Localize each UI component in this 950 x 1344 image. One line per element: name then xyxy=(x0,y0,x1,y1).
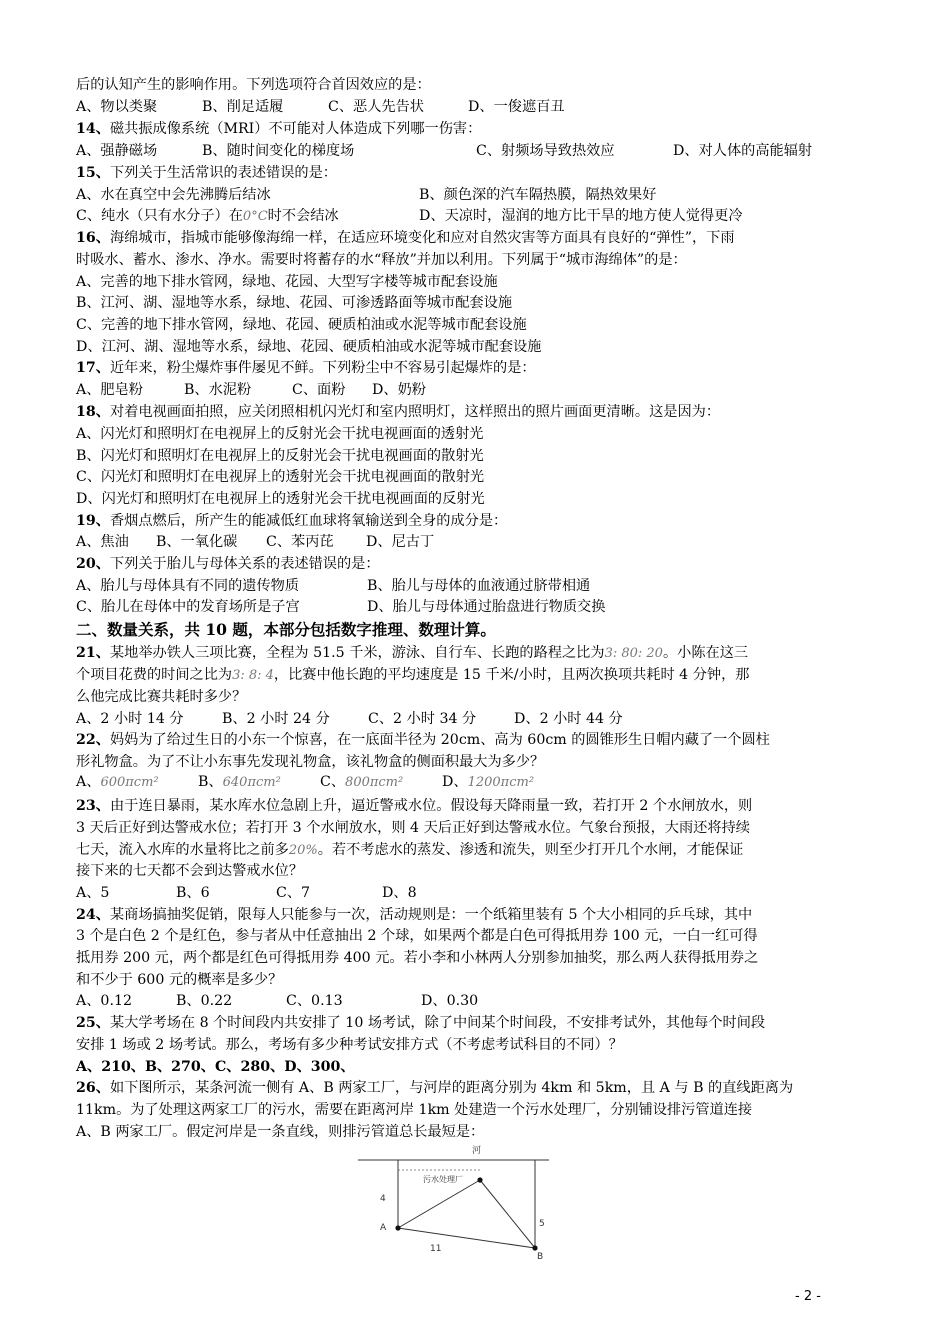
plant-point xyxy=(477,1177,482,1182)
q18-option-b: B、闪光灯和照明灯在电视屏上的反射光会干扰电视画面的散射光 xyxy=(76,448,484,464)
q15-stem xyxy=(76,163,337,183)
q23-options xyxy=(76,883,417,903)
q21-options xyxy=(76,709,623,729)
q18-stem xyxy=(76,402,720,422)
q13-options xyxy=(76,97,565,117)
option: B、水泥粉 xyxy=(184,382,252,398)
option: D、2 小时 44 分 xyxy=(514,711,623,727)
q21-stem-3: 么他完成比赛共耗时多少？ xyxy=(76,689,247,705)
option: A、强静磁场 xyxy=(76,143,158,159)
q24-stem-4: 和不少于 600 元的概率是多少？ xyxy=(76,972,283,988)
q19-options xyxy=(76,532,434,552)
option: D、一俊遮百丑 xyxy=(468,99,565,115)
question-number: 22、 xyxy=(76,732,110,748)
q14-options xyxy=(76,141,812,161)
option: C、面粉 xyxy=(292,382,346,398)
option: B、颜色深的汽车隔热膜，隔热效果好 xyxy=(419,187,657,203)
option: B、随时间变化的梯度场 xyxy=(202,143,355,159)
question-number: 23、 xyxy=(76,798,110,814)
q24-stem-3: 抵用券 200 元，两个都是红色可得抵用券 400 元。若小李和小林两人分别参加抽奖，那么两人获得抵用券之 xyxy=(76,950,759,966)
q22-stem xyxy=(76,730,770,750)
q14-stem xyxy=(76,119,481,139)
q23-stem-4: 接下来的七天都不会到达警戒水位？ xyxy=(76,863,304,879)
question-text: 。若不考虑水的蒸发、渗透和流失，则至少打开几个水闸，才能保证 xyxy=(317,842,744,858)
q13-stem-tail: 后的认知产生的影响作用。下列选项符合首因效应的是： xyxy=(76,77,431,93)
option: B、6 xyxy=(176,885,210,901)
question-text: 下列关于生活常识的表述错误的是： xyxy=(109,165,337,181)
q20-stem xyxy=(76,554,380,574)
a-label: A xyxy=(380,1223,387,1233)
q22-stem-2: 形礼物盒。为了不让小东事先发现礼物盒，该礼物盒的侧面积最大为多少？ xyxy=(76,754,545,770)
question-number: 15、 xyxy=(76,165,110,181)
formula: 600πcm² xyxy=(100,775,159,790)
question-text: 如下图所示，某条河流一侧有 A、B 两家工厂，与河岸的距离分别为 4km 和 5km，且 A 与 B 的直线距离为 xyxy=(109,1080,794,1096)
option: D、尼古丁 xyxy=(366,534,435,550)
option: B、削足适履 xyxy=(202,99,284,115)
question-text: 七天，流入水库的水量将比之前多 xyxy=(76,842,289,858)
q26-stem-3: A、B 两家工厂。假定河岸是一条直线，则排污管道总长最短是： xyxy=(76,1124,485,1140)
question-number: 20、 xyxy=(76,556,110,572)
option: A、0.12 xyxy=(76,993,133,1009)
q23-stem-3 xyxy=(76,840,743,861)
question-number: 25、 xyxy=(76,1015,110,1031)
q18-option-d: D、闪光灯和照明灯在电视屏上的透射光会干扰电视画面的反射光 xyxy=(76,491,485,507)
question-text: 磁共振成像系统（MRI）不可能对人体造成下列哪一伤害： xyxy=(109,121,482,137)
q19-stem xyxy=(76,511,507,531)
option xyxy=(76,206,419,227)
q25-stem-2: 安排 1 场或 2 场考试。那么，考场有多少种考试安排方式（不考虑考试科目的不同）？ xyxy=(76,1037,623,1053)
option-letter: A、 xyxy=(76,774,101,790)
q16-stem xyxy=(76,228,735,248)
formula: 1200πcm² xyxy=(467,775,535,790)
question-text: 近年来，粉尘爆炸事件屡见不鲜。下列粉尘中不容易引起爆炸的是： xyxy=(109,360,536,376)
option-text: C、纯水（只有水分子）在 xyxy=(76,208,243,224)
option: A、胎儿与母体具有不同的遗传物质 xyxy=(76,578,300,594)
q20-options-cd xyxy=(76,597,605,617)
q24-stem xyxy=(76,905,752,925)
q16-stem-2: 时吸水、蓄水、渗水、净水。需要时将蓄存的水“释放”并加以利用。下列属于“城市海绵体”的是： xyxy=(76,252,687,268)
question-number: 26、 xyxy=(76,1080,110,1096)
q22-options xyxy=(76,772,534,793)
question-text: 对着电视画面拍照，应关闭照相机闪光灯和室内照明灯，这样照出的照片画面更清晰。这是因为： xyxy=(109,404,721,420)
option: B、胎儿与母体的血液通过脐带相通 xyxy=(367,578,591,594)
q23-stem xyxy=(76,796,752,816)
option: A、5 xyxy=(76,885,110,901)
q17-stem xyxy=(76,358,536,378)
option-letter: B、 xyxy=(198,774,223,790)
question-number: 24、 xyxy=(76,907,110,923)
q25-options: A、210、B、270、C、280、D、300、 xyxy=(76,1059,355,1075)
q26-stem-2: 11km。为了处理这两家工厂的污水，需要在距离河岸 1km 处建造一个污水处理厂，分别铺设排污管道连接 xyxy=(76,1102,753,1118)
option: C、胎儿在母体中的发育场所是子宫 xyxy=(76,599,300,615)
question-text: 个项目花费的时间之比为 xyxy=(76,667,233,683)
formula: 20% xyxy=(288,843,318,858)
point-b xyxy=(532,1245,537,1250)
option: C、恶人先告状 xyxy=(328,99,424,115)
q16-option-b: B、江河、湖、湿地等水系，绿地、花园、可渗透路面等城市配套设施 xyxy=(76,295,513,311)
question-number: 14、 xyxy=(76,121,110,137)
option: A、水在真空中会先沸腾后结冰 xyxy=(76,187,271,203)
formula: 0°C xyxy=(242,209,268,224)
dist-ab-label: 11 xyxy=(430,1244,442,1254)
q21-stem-2 xyxy=(76,665,749,686)
option xyxy=(442,772,534,793)
question-text: 某地举办铁人三项比赛，全程为 51.5 千米，游泳、自行车、长跑的路程之比为 xyxy=(109,645,605,661)
question-text: 。小陈在这三 xyxy=(662,645,749,661)
question-text: ，比赛中他长跑的平均速度是 15 千米/小时，且两次换项共耗时 4 分钟，那 xyxy=(273,667,750,683)
dist-b-label: 5 xyxy=(539,1219,545,1229)
question-text: 香烟点燃后，所产生的能减低红血球将氧输送到全身的成分是： xyxy=(109,513,508,529)
option xyxy=(320,772,442,793)
pipe-a xyxy=(398,1180,480,1228)
option-text: 时不会结冰 xyxy=(267,208,339,224)
ratio-formula: 3: 80: 20 xyxy=(604,646,663,661)
q18-option-c: C、闪光灯和照明灯在电视屏上的透射光会干扰电视画面的散射光 xyxy=(76,469,485,485)
option: C、苯丙芘 xyxy=(266,534,334,550)
river-label: 河 xyxy=(472,1146,482,1156)
option: A、物以类聚 xyxy=(76,99,158,115)
option: C、7 xyxy=(276,885,311,901)
option: D、0.30 xyxy=(421,993,479,1009)
option xyxy=(76,772,198,793)
q21-stem xyxy=(76,643,748,664)
plant-label: 污水处理厂 xyxy=(423,1175,463,1184)
question-number: 16、 xyxy=(76,230,110,246)
q24-stem-2: 3 个是白色 2 个是红色，参与者从中任意抽出 2 个球，如果两个都是白色可得抵用券 100 元，一白一红可得 xyxy=(76,928,758,944)
formula: 800πcm² xyxy=(345,775,404,790)
question-number: 17、 xyxy=(76,360,110,376)
line-ab xyxy=(398,1228,535,1248)
q16-option-a: A、完善的地下排水管网，绿地、花园、大型写字楼等城市配套设施 xyxy=(76,274,498,290)
option-letter: C、 xyxy=(320,774,346,790)
option: C、2 小时 34 分 xyxy=(368,711,477,727)
option: A、肥皂粉 xyxy=(76,382,143,398)
option: B、2 小时 24 分 xyxy=(222,711,330,727)
option: D、8 xyxy=(382,885,417,901)
option-letter: D、 xyxy=(442,774,468,790)
question-text: 海绵城市，指城市能够像海绵一样，在适应环境变化和应对自然灾害等方面具有良好的“弹性”，下雨 xyxy=(109,230,735,246)
option: A、2 小时 14 分 xyxy=(76,711,184,727)
option: D、对人体的高能辐射 xyxy=(673,143,813,159)
q24-options xyxy=(76,991,478,1011)
ratio-formula: 3: 8: 4 xyxy=(232,668,274,683)
question-number: 19、 xyxy=(76,513,110,529)
option: B、0.22 xyxy=(176,993,233,1009)
q16-option-d: D、江河、湖、湿地等水系，绿地、花园、硬质柏油或水泥等城市配套设施 xyxy=(76,339,542,355)
option xyxy=(198,772,320,793)
option: A、焦油 xyxy=(76,534,129,550)
dist-a-label: 4 xyxy=(380,1194,386,1204)
option: B、一氧化碳 xyxy=(156,534,238,550)
b-label: B xyxy=(537,1252,544,1260)
q25-stem xyxy=(76,1013,765,1033)
question-text: 由于连日暴雨，某水库水位急剧上升，逼近警戒水位。假设每天降雨量一致，若打开 2 个水闸放水，则 xyxy=(109,798,753,814)
formula: 640πcm² xyxy=(222,775,281,790)
option: C、射频场导致热效应 xyxy=(476,143,615,159)
question-text: 某商场搞抽奖促销，限每人只能参与一次，活动规则是：一个纸箱里装有 5 个大小相同的乒乓球，其中 xyxy=(109,907,753,923)
pipe-b xyxy=(480,1180,535,1248)
q17-options xyxy=(76,380,426,400)
question-number: 21、 xyxy=(76,645,110,661)
option: D、天凉时，湿润的地方比干旱的地方使人觉得更冷 xyxy=(419,208,743,224)
question-number: 18、 xyxy=(76,404,110,420)
q26-stem xyxy=(76,1078,793,1098)
option: D、奶粉 xyxy=(372,382,426,398)
page-number: - 2 - xyxy=(795,1289,821,1304)
q15-options-cd xyxy=(76,206,743,227)
section-heading-2: 二、数量关系，共 10 题，本部分包括数字推理、数理计算。 xyxy=(76,620,496,639)
q15-options-ab xyxy=(76,185,656,205)
q18-option-a: A、闪光灯和照明灯在电视屏上的反射光会干扰电视画面的透射光 xyxy=(76,426,484,442)
river-diagram xyxy=(355,1140,555,1260)
question-text: 某大学考场在 8 个时间段内共安排了 10 场考试，除了中间某个时间段，不安排考试外，其他每个时间段 xyxy=(109,1015,766,1031)
q20-options-ab xyxy=(76,576,590,596)
option: D、胎儿与母体通过胎盘进行物质交换 xyxy=(367,599,606,615)
q23-stem-2: 3 天后正好到达警戒水位；若打开 3 个水闸放水，则 4 天后正好到达警戒水位。气象台预报，大雨还将持续 xyxy=(76,820,750,836)
question-text: 妈妈为了给过生日的小东一个惊喜，在一底面半径为 20cm、高为 60cm 的圆锥形生日帽内藏了一个圆柱 xyxy=(109,732,770,748)
point-a xyxy=(395,1225,400,1230)
q16-option-c: C、完善的地下排水管网，绿地、花园、硬质柏油或水泥等城市配套设施 xyxy=(76,317,527,333)
question-text: 下列关于胎儿与母体关系的表述错误的是： xyxy=(109,556,380,572)
option: C、0.13 xyxy=(286,993,343,1009)
